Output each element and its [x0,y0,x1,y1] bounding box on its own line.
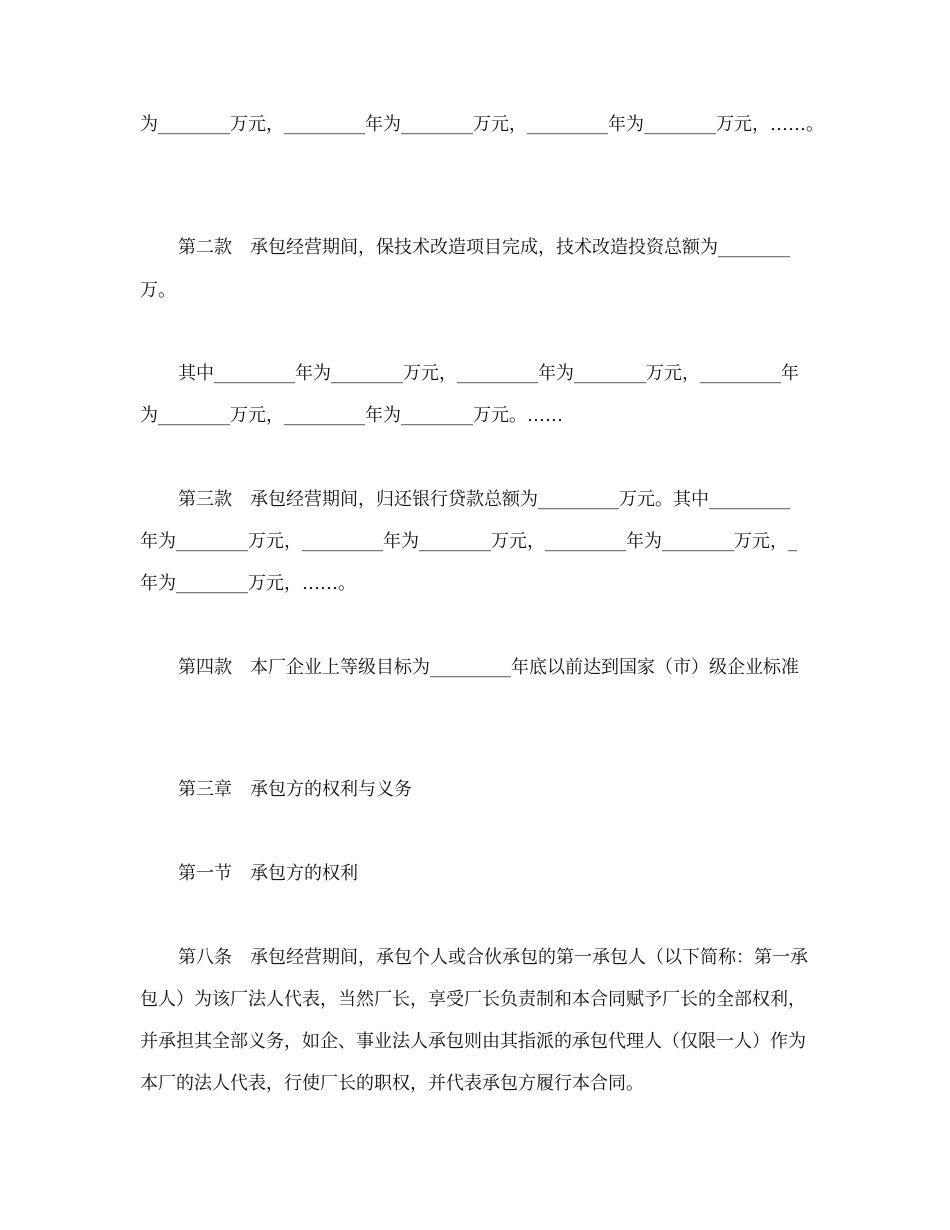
clause-3-line-1: 第三款 承包经营期间，归还银行贷款总额为_________万元。其中_________ [178,489,790,510]
article-8-line-1: 第八条 承包经营期间，承包个人或合伙承包的第一承包人（以下简称：第一承 [178,947,808,968]
clause-2-line-2: 万。 [140,280,176,301]
article-8-line-4: 本厂的法人代表，行使厂长的职权，并代表承包方履行本合同。 [140,1073,644,1094]
article-8-line-3: 并承担其全部义务，如企、事业法人承包则由其指派的承包代理人（仅限一人）作为 [140,1031,806,1052]
clause-4-line: 第四款 本厂企业上等级目标为_________年底以前达到国家（市）级企业标准 [178,657,799,678]
text-line: 为________万元，_________年为________万元。…… [140,405,563,426]
text-line: 其中_________年为________万元，_________年为________万元，_________年 [178,363,799,384]
clause-3-line-3: 年为________万元，……。 [140,573,356,594]
clause-2-line-1: 第二款 承包经营期间，保技术改造项目完成，技术改造投资总额为________ [178,237,790,258]
text-line: 为________万元，_________年为________万元，_________年为________万元，……。 [140,114,824,135]
chapter-heading: 第三章 承包方的权利与义务 [178,779,412,800]
article-8-line-2: 包人）为该厂法人代表，当然厂长，享受厂长负责制和本合同赋予厂长的全部权利， [140,989,806,1010]
clause-3-line-2: 年为________万元，_________年为________万元，_________年为________万元，_ [140,531,797,552]
section-heading: 第一节 承包方的权利 [178,863,358,884]
